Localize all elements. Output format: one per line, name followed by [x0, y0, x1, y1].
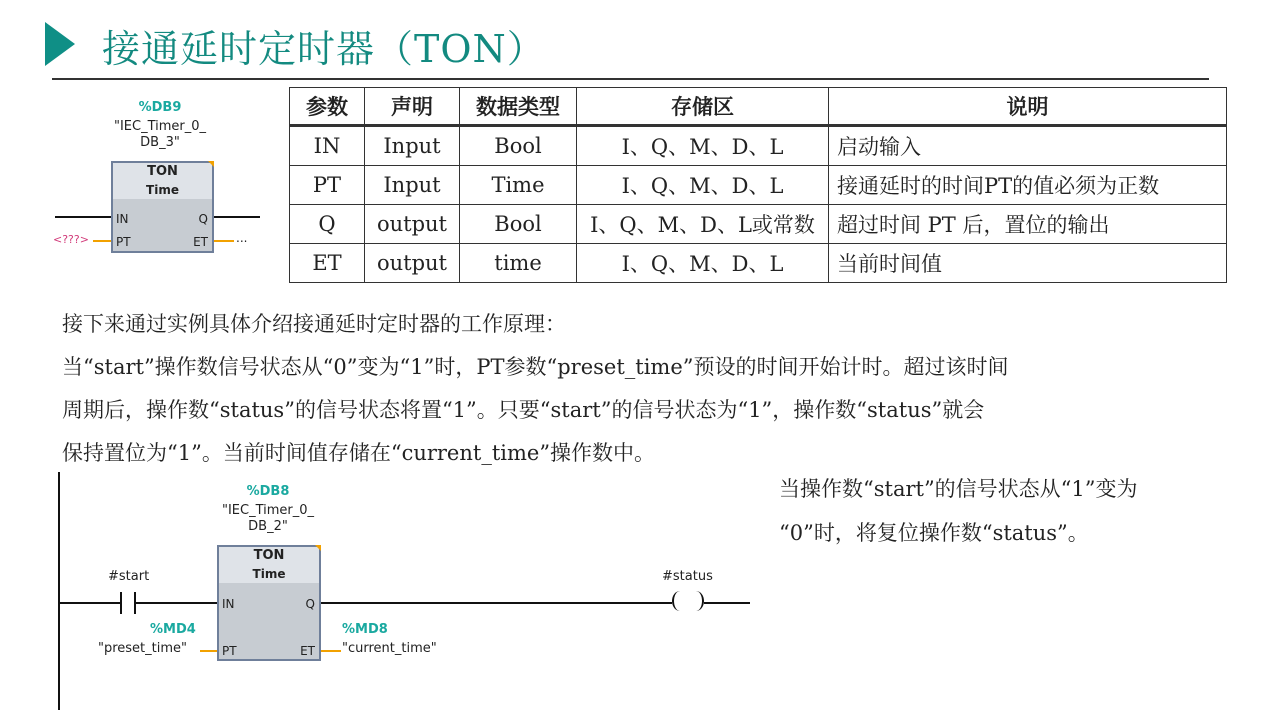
small-pt-value[interactable]: <???>	[53, 233, 89, 246]
body-line-1: 当“start”操作数信号状态从“0”变为“1”时，PT参数“preset_time”预设的时间开始计时。超过该时间	[62, 355, 1009, 379]
side-note-line-2: “0”时，将复位操作数“status”。	[779, 521, 1089, 545]
small-q-wire	[214, 216, 260, 218]
header-memory-area: 存储区	[577, 88, 829, 126]
small-ton-block	[50, 98, 270, 268]
ladder-db-name-line1: "IEC_Timer_0_	[221, 503, 315, 518]
cell-description: 接通延时的时间PT的值必须为正数	[829, 166, 1227, 205]
title-arrow-icon	[45, 22, 75, 66]
small-pin-pt: PT	[116, 235, 131, 249]
rung-wire-right	[320, 602, 672, 604]
header-description: 说明	[829, 88, 1227, 126]
cell-memory-area: I、Q、M、D、L	[577, 166, 829, 205]
cell-memory-area: I、Q、M、D、L或常数	[577, 205, 829, 244]
ladder-db-name-line2: DB_2"	[248, 519, 288, 534]
cell-memory-area: I、Q、M、D、L	[577, 126, 829, 166]
ladder-db-address: %DB8	[246, 484, 290, 499]
parameter-table	[289, 87, 1227, 283]
left-power-rail	[58, 472, 60, 710]
small-timer-type: TON	[113, 163, 212, 181]
cell-description: 启动输入	[829, 126, 1227, 166]
cell-declaration: output	[365, 205, 460, 244]
body-line-2: 周期后，操作数“status”的信号状态将置“1”。只要“start”的信号状态为“1”，操作数“status”就会	[62, 398, 985, 422]
table-row	[290, 244, 1227, 283]
contact-label: #start	[108, 569, 150, 584]
pt-name[interactable]: "preset_time"	[98, 641, 188, 656]
small-pin-in: IN	[116, 212, 129, 226]
side-note-line-1: 当操作数“start”的信号状态从“1”变为	[779, 477, 1138, 501]
small-et-value[interactable]: ...	[236, 231, 248, 245]
ladder-pin-et: ET	[300, 644, 315, 658]
ladder-timer-subtype: Time	[219, 565, 319, 583]
ladder-pin-q: Q	[305, 597, 315, 611]
status-coil-icon[interactable]	[670, 591, 706, 615]
small-pin-q: Q	[198, 212, 208, 226]
table-row	[290, 205, 1227, 244]
rung-wire-left	[60, 602, 120, 604]
small-pt-wire	[93, 240, 111, 242]
cell-datatype: Bool	[460, 205, 577, 244]
et-address: %MD8	[342, 622, 388, 637]
cell-datatype: time	[460, 244, 577, 283]
cell-declaration: Input	[365, 126, 460, 166]
ladder-timer-type: TON	[219, 547, 319, 565]
cell-description: 当前时间值	[829, 244, 1227, 283]
rung-wire-end	[704, 602, 750, 604]
cell-param: IN	[290, 126, 365, 166]
small-db-name-line2: DB_3"	[140, 135, 180, 150]
header-datatype: 数据类型	[460, 88, 577, 126]
intro-paragraph: 接下来通过实例具体介绍接通延时定时器的工作原理：	[62, 312, 566, 336]
small-db-name-line1: "IEC_Timer_0_	[113, 119, 207, 134]
page-title: 接通延时定时器（TON）	[102, 27, 546, 71]
rung-wire-mid	[136, 602, 218, 604]
cell-datatype: Bool	[460, 126, 577, 166]
ladder-timer-box[interactable]	[217, 545, 321, 661]
cell-datatype: Time	[460, 166, 577, 205]
cell-param: ET	[290, 244, 365, 283]
ladder-diagram	[50, 470, 770, 715]
table-row	[290, 126, 1227, 166]
corner-marker-icon	[208, 161, 214, 167]
cell-param: Q	[290, 205, 365, 244]
et-name[interactable]: "current_time"	[342, 641, 437, 656]
small-timer-box[interactable]	[111, 161, 214, 253]
small-timer-subtype: Time	[113, 181, 212, 199]
small-et-wire	[214, 240, 234, 242]
pt-wire	[200, 650, 217, 652]
table-header-row	[290, 88, 1227, 126]
ladder-pin-in: IN	[222, 597, 235, 611]
header-declaration: 声明	[365, 88, 460, 126]
cell-param: PT	[290, 166, 365, 205]
body-line-3: 保持置位为“1”。当前时间值存储在“current_time”操作数中。	[62, 441, 656, 465]
header-param: 参数	[290, 88, 365, 126]
pt-address: %MD4	[150, 622, 196, 637]
small-pin-et: ET	[193, 235, 208, 249]
cell-description: 超过时间 PT 后，置位的输出	[829, 205, 1227, 244]
cell-memory-area: I、Q、M、D、L	[577, 244, 829, 283]
ladder-pin-pt: PT	[222, 644, 237, 658]
cell-declaration: Input	[365, 166, 460, 205]
table-row	[290, 166, 1227, 205]
cell-declaration: output	[365, 244, 460, 283]
small-in-wire	[55, 216, 111, 218]
et-wire	[321, 650, 341, 652]
corner-marker-icon	[315, 545, 321, 551]
coil-label: #status	[662, 569, 713, 584]
start-contact-icon[interactable]	[118, 592, 138, 614]
small-db-address: %DB9	[138, 100, 182, 115]
title-divider	[52, 78, 1209, 80]
